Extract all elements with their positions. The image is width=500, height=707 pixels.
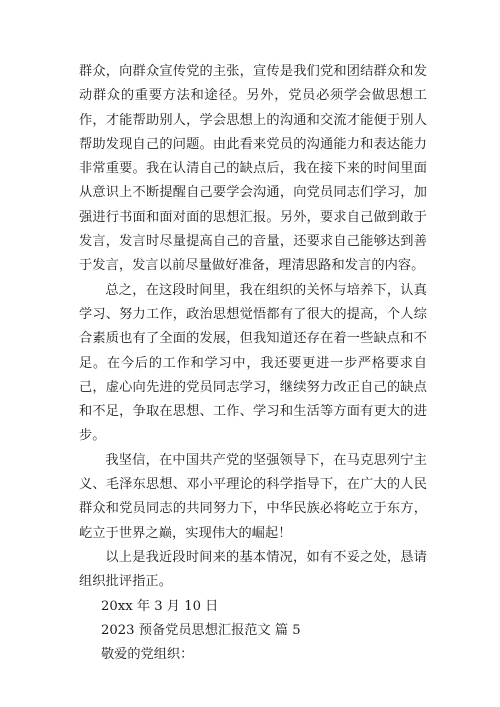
paragraph-3: 我坚信，在中国共产党的坚强领导下，在马克思列宁主义、毛泽东思想、邓小平理论的科学指导下，在广大的人民群众和党员同志的共同努力下，中华民族必将屹立于东方，屹立于世界之巅，实现伟大的崛起！	[79, 452, 427, 541]
report-heading: 2023 预备党员思想汇报范文 篇 5	[101, 622, 301, 638]
paragraph-1: 群众，向群众宣传党的主张，宣传是我们党和团结群众和发动群众的重要方法和途径。另外，党员必须学会做思想工作，才能帮助别人，学会思想上的沟通和交流才能便于别人帮助发现自己的问题。由此看来党员的沟通能力和表达能力非常重要。我在认清自己的缺点后，我在接下来的时间里面从意识上不断提醒自己要学会沟通，向党员同志们学习，加强进行书面和面对面的思想汇报。另外，要求自己做到敢于发言，发言时尽量提高自己的音量，还要求自己能够达到善于发言，发言以前尽量做好准备，理清思路和发言的内容。	[79, 64, 427, 274]
paragraph-2: 总之，在这段时间里，我在组织的关怀与培养下，认真学习、努力工作，政治思想觉悟都有了很大的提高，个人综合素质也有了全面的发展，但我知道还存在着一些缺点和不足。在今后的工作和学习中，我还要更进一步严格要求自己，虚心向先进的党员同志学习，继续努力改正自己的缺点和不足，争取在思想、工作、学习和生活等方面有更大的进步。	[79, 282, 427, 444]
document-body	[79, 60, 427, 667]
date-line: 20xx 年 3 月 10 日	[101, 598, 219, 614]
salutation: 敬爱的党组织：	[101, 647, 194, 663]
paragraph-4: 以上是我近段时间来的基本情况，如有不妥之处，恳请组织批评指正。	[79, 549, 427, 590]
